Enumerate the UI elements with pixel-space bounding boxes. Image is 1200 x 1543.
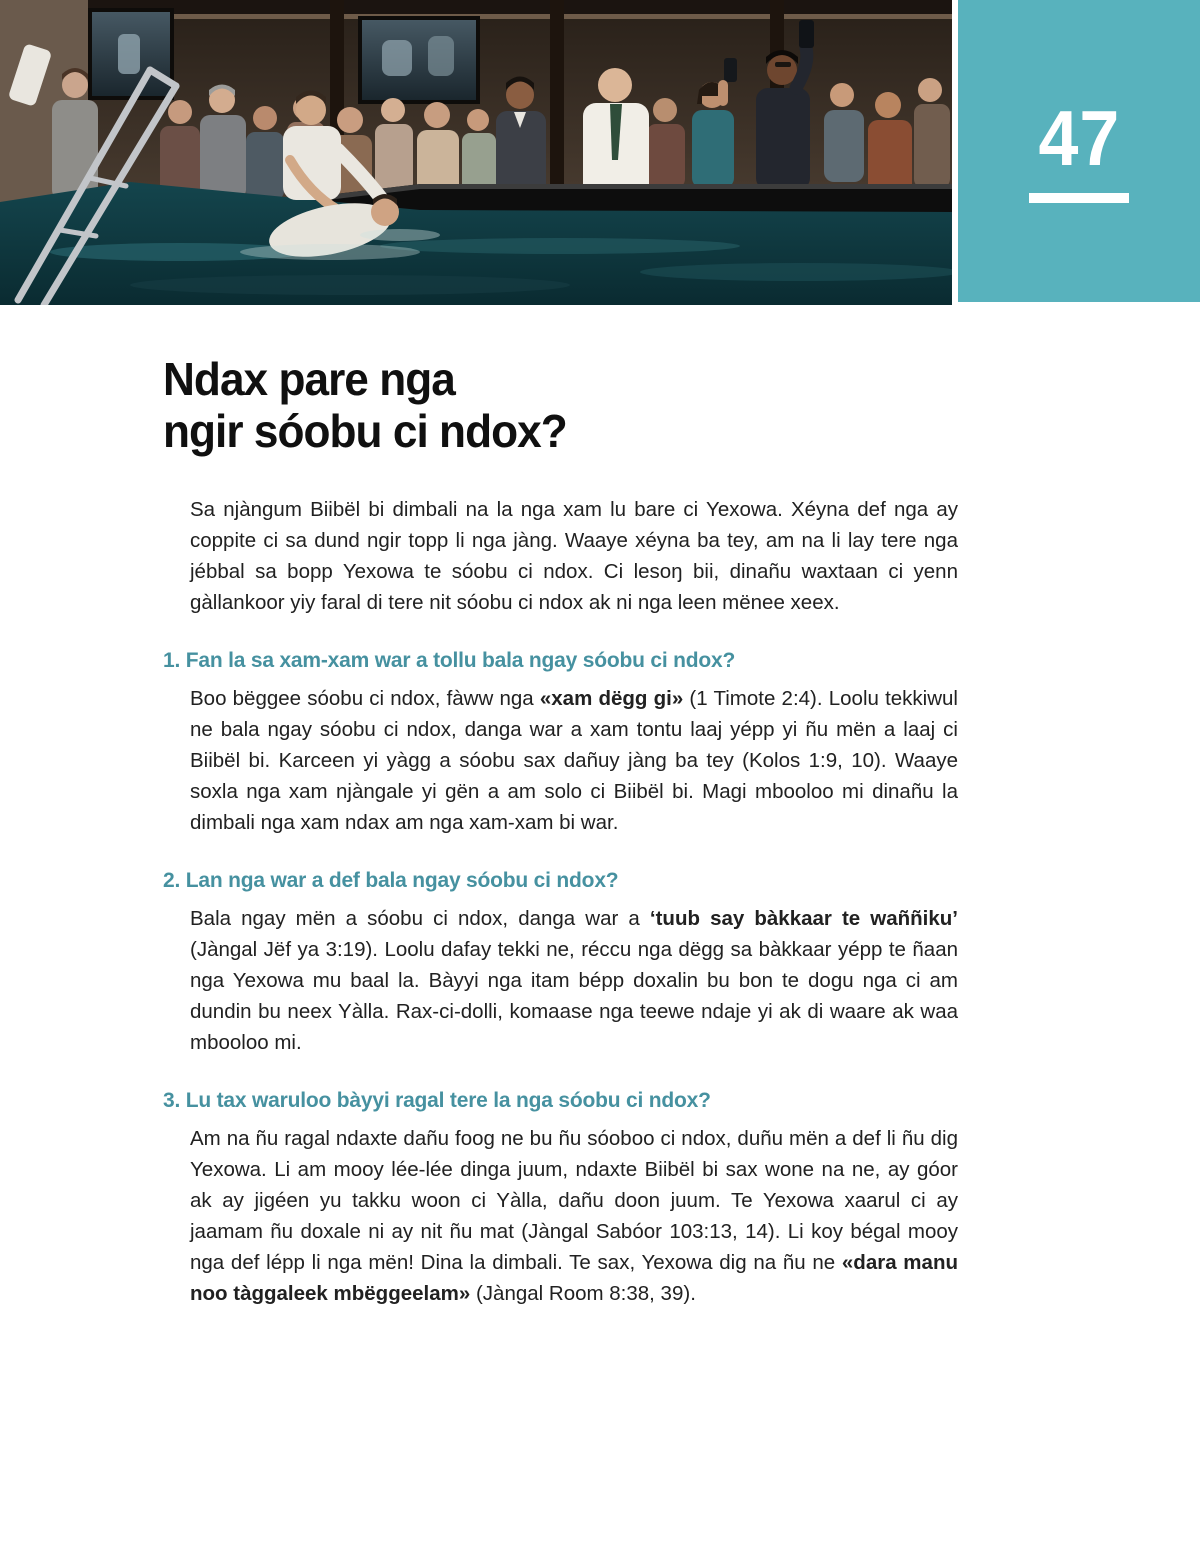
hero-banner: [0, 0, 1200, 307]
section-1-paragraph: Boo bëggee sóobu ci ndox, fàww nga «xam dëgg gi» (1 Timote 2:4). Loolu tekkiwul ne bala ngay sóobu ci ndox, danga war a xam tontu laaj yépp yi ñu mën a laaj ci Biibël bi. Karceen yi yàgg a sóobu sax dañuy jàng ba tey (Kolos 1:9, 10). Waaye soxla nga xam njàngale yi gën a am solo ci Biibël bi. Magi mbooloo mi dinañu la dimbali nga xam ndax am nga xam-xam bi war.: [190, 687, 958, 834]
baptism-photo-illustration: [0, 0, 952, 305]
intro-paragraph: Sa njàngum Biibël bi dimbali na la nga xam lu bare ci Yexowa. Xéyna def nga ay coppite ci sa dund ngir topp li nga jàng. Waaye xéyna ba tey, am na li lay tere nga jébbal sa bopp Yexowa te sóobu ci ndox. Ci lesoŋ bii, dinañu waxtaan ci yenn gàllankoor yiy faral di tere nit sóobu ci ndox ak ni nga leen mënee xeex.: [190, 498, 958, 614]
section-3-heading: 3. Lu tax waruloo bàyyi ragal tere la nga sóobu ci ndox?: [163, 1089, 711, 1112]
lesson-number-rule: [1029, 193, 1129, 203]
section-3: [163, 1087, 958, 1309]
page-title-line-2: ngir sóobu ci ndox?: [163, 405, 567, 457]
page-title: [163, 353, 926, 457]
section-1-heading: 1. Fan la sa xam-xam war a tollu bala ngay sóobu ci ndox?: [163, 649, 736, 672]
page-title-line-1: Ndax pare nga: [163, 353, 455, 405]
section-1: [163, 647, 958, 838]
section-2-heading: 2. Lan nga war a def bala ngay sóobu ci ndox?: [163, 869, 619, 892]
lesson-number: 47: [1038, 94, 1120, 182]
section-2: [163, 867, 958, 1058]
lesson-number-box: [958, 0, 1200, 302]
section-2-paragraph: Bala ngay mën a sóobu ci ndox, danga war a ‘tuub say bàkkaar te waññiku’ (Jàngal Jëf ya 3:19). Loolu dafay tekki ne, réccu nga dëgg sa bàkkaar yépp te ñaan nga Yexowa mu baal la. Bàyyi nga itam bépp doxalin bu bon te dogu nga ci am dundin bu neex Yàlla. Rax-ci-dolli, komaase nga teewe ndaje yi ak di waare ak waa mbooloo mi.: [190, 907, 958, 1054]
baptism-photo: [0, 0, 952, 305]
lesson-content: [0, 353, 1200, 1309]
section-3-paragraph: Am na ñu ragal ndaxte dañu foog ne bu ñu sóoboo ci ndox, duñu mën a def li ñu dig Yexowa. Li am mooy lée-lée dinga juum, ndaxte Biibël bi sax wone na ne, ay góor ak ay jigéen yu takku woon ci Yàlla, dañu doon juum. Te Yexowa xaarul ci ay jaamam ñu doxale ni ay nit ñu mat (Jàngal Sabóor 103:13, 14). Li koy bégal mooy nga def lépp li nga mën! Dina la dimbali. Te sax, Yexowa dig na ñu ne «dara manu noo tàggaleek mbëggeelam» (Jàngal Room 8:38, 39).: [190, 1127, 958, 1305]
